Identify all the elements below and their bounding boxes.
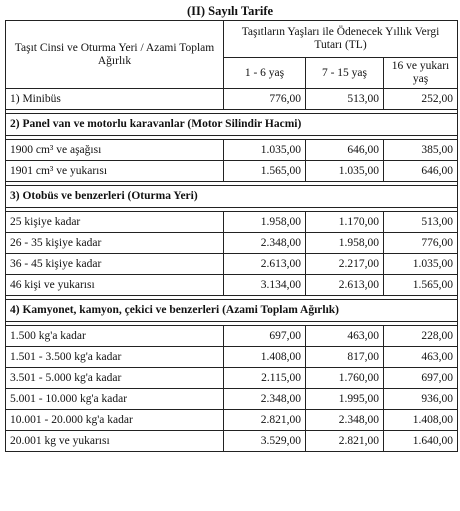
row-label: 1.501 - 3.500 kg'a kadar	[6, 347, 224, 368]
header-tax-amount: Taşıtların Yaşları ile Ödenecek Yıllık Vergi Tutarı (TL)	[224, 21, 458, 58]
header-age-7-15: 7 - 15 yaş	[306, 58, 384, 89]
table-row	[6, 161, 458, 182]
tariff-table-body	[6, 21, 458, 452]
section-header-row	[6, 186, 458, 208]
row-label: 25 kişiye kadar	[6, 212, 224, 233]
cell-tax-1-6: 3.529,00	[224, 431, 306, 452]
table-row	[6, 233, 458, 254]
row-label: 10.001 - 20.000 kg'a kadar	[6, 410, 224, 431]
cell-tax-1-6: 1.408,00	[224, 347, 306, 368]
row-label: 46 kişi ve yukarısı	[6, 275, 224, 296]
row-label: 1.500 kg'a kadar	[6, 326, 224, 347]
cell-tax-16-plus: 252,00	[384, 89, 458, 110]
table-row	[6, 368, 458, 389]
cell-tax-1-6: 1.035,00	[224, 140, 306, 161]
table-row	[6, 347, 458, 368]
table-row	[6, 140, 458, 161]
row-label: 26 - 35 kişiye kadar	[6, 233, 224, 254]
cell-tax-16-plus: 513,00	[384, 212, 458, 233]
header-vehicle-type: Taşıt Cinsi ve Oturma Yeri / Azami Toplam Ağırlık	[6, 21, 224, 89]
cell-tax-1-6: 2.348,00	[224, 389, 306, 410]
table-row	[6, 410, 458, 431]
table-row	[6, 275, 458, 296]
section-title: 3) Otobüs ve benzerleri (Oturma Yeri)	[6, 186, 458, 208]
row-label: 1) Minibüs	[6, 89, 224, 110]
cell-tax-7-15: 513,00	[306, 89, 384, 110]
cell-tax-16-plus: 228,00	[384, 326, 458, 347]
cell-tax-7-15: 463,00	[306, 326, 384, 347]
table-row	[6, 212, 458, 233]
row-label: 3.501 - 5.000 kg'a kadar	[6, 368, 224, 389]
cell-tax-7-15: 1.995,00	[306, 389, 384, 410]
section-title: 2) Panel van ve motorlu karavanlar (Motor Silindir Hacmi)	[6, 114, 458, 136]
table-row	[6, 389, 458, 410]
cell-tax-16-plus: 1.565,00	[384, 275, 458, 296]
row-label: 1901 cm³ ve yukarısı	[6, 161, 224, 182]
row-label: 1900 cm³ ve aşağısı	[6, 140, 224, 161]
document-title: (II) Sayılı Tarife	[186, 4, 274, 18]
table-row	[6, 326, 458, 347]
header-age-1-6: 1 - 6 yaş	[224, 58, 306, 89]
cell-tax-7-15: 1.760,00	[306, 368, 384, 389]
table-row	[6, 431, 458, 452]
section-header-row	[6, 300, 458, 322]
cell-tax-16-plus: 936,00	[384, 389, 458, 410]
header-row	[6, 21, 458, 58]
cell-tax-1-6: 2.821,00	[224, 410, 306, 431]
header-age-16-plus: 16 ve yukarı yaş	[384, 58, 458, 89]
cell-tax-7-15: 646,00	[306, 140, 384, 161]
cell-tax-16-plus: 776,00	[384, 233, 458, 254]
section-title: 4) Kamyonet, kamyon, çekici ve benzerleri (Azami Toplam Ağırlık)	[6, 300, 458, 322]
cell-tax-1-6: 2.115,00	[224, 368, 306, 389]
section-header-row	[6, 114, 458, 136]
cell-tax-7-15: 817,00	[306, 347, 384, 368]
cell-tax-7-15: 1.035,00	[306, 161, 384, 182]
cell-tax-7-15: 1.958,00	[306, 233, 384, 254]
cell-tax-7-15: 2.217,00	[306, 254, 384, 275]
cell-tax-1-6: 2.613,00	[224, 254, 306, 275]
cell-tax-16-plus: 646,00	[384, 161, 458, 182]
row-label: 20.001 kg ve yukarısı	[6, 431, 224, 452]
table-row	[6, 89, 458, 110]
cell-tax-1-6: 1.958,00	[224, 212, 306, 233]
cell-tax-16-plus: 385,00	[384, 140, 458, 161]
table-row	[6, 254, 458, 275]
cell-tax-16-plus: 1.408,00	[384, 410, 458, 431]
cell-tax-16-plus: 1.640,00	[384, 431, 458, 452]
row-label: 5.001 - 10.000 kg'a kadar	[6, 389, 224, 410]
row-label: 36 - 45 kişiye kadar	[6, 254, 224, 275]
cell-tax-7-15: 2.613,00	[306, 275, 384, 296]
cell-tax-1-6: 697,00	[224, 326, 306, 347]
cell-tax-1-6: 3.134,00	[224, 275, 306, 296]
cell-tax-1-6: 1.565,00	[224, 161, 306, 182]
cell-tax-7-15: 2.348,00	[306, 410, 384, 431]
cell-tax-16-plus: 697,00	[384, 368, 458, 389]
cell-tax-16-plus: 463,00	[384, 347, 458, 368]
cell-tax-7-15: 1.170,00	[306, 212, 384, 233]
cell-tax-1-6: 2.348,00	[224, 233, 306, 254]
cell-tax-1-6: 776,00	[224, 89, 306, 110]
tariff-table	[5, 20, 458, 452]
cell-tax-7-15: 2.821,00	[306, 431, 384, 452]
cell-tax-16-plus: 1.035,00	[384, 254, 458, 275]
